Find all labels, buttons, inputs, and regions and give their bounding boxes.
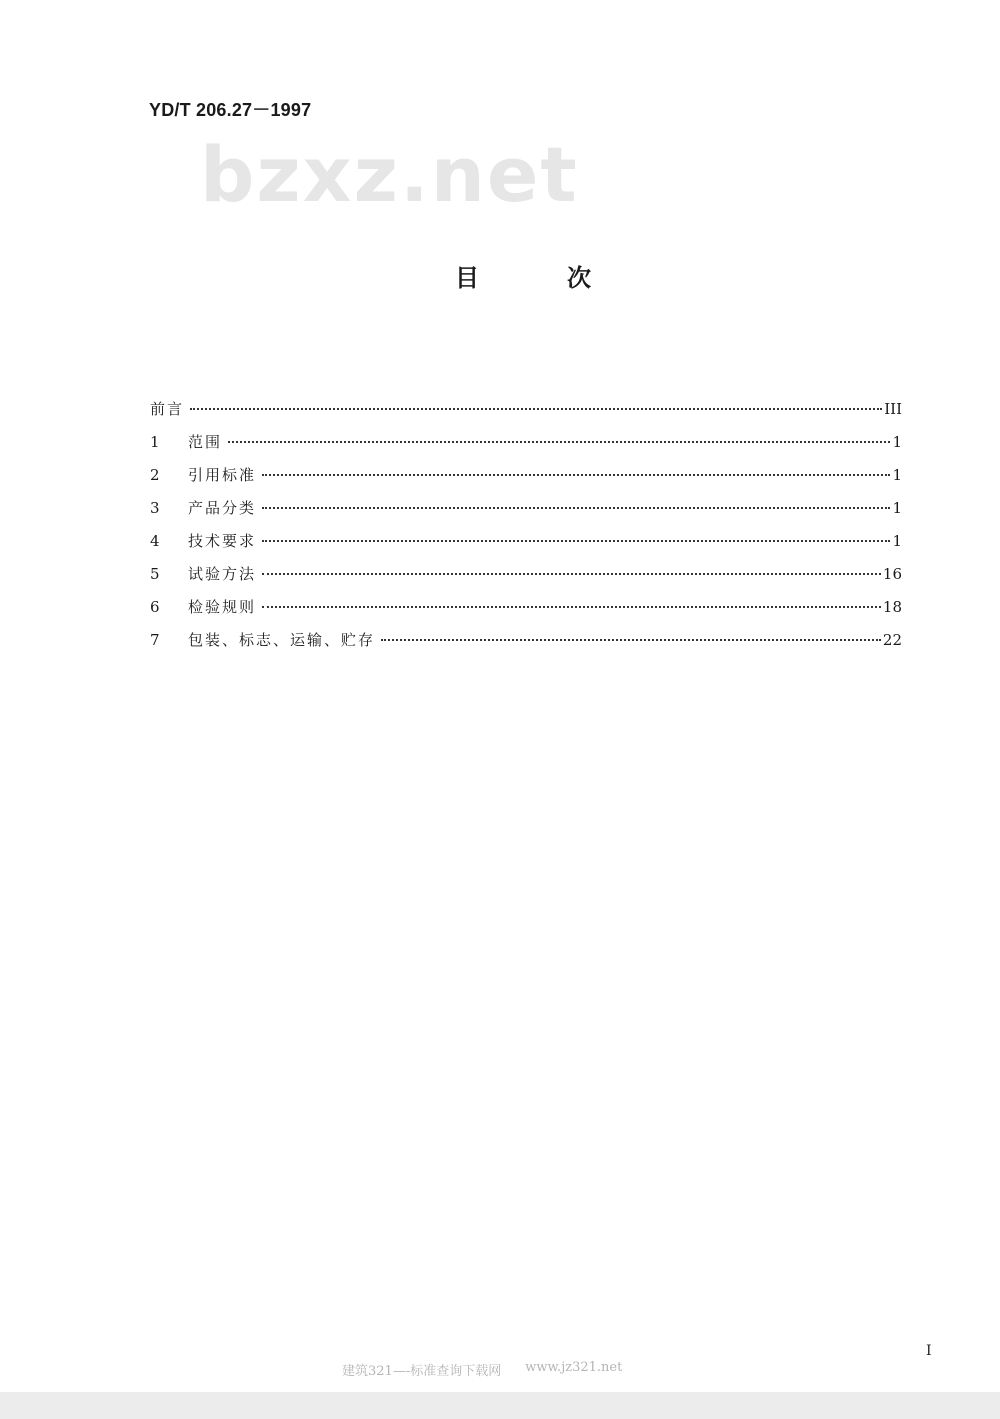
toc-entry-page: 16 (882, 565, 902, 583)
toc-entry-label: 试验方法 (188, 565, 257, 583)
toc-title-char-2: 次 (567, 264, 591, 292)
toc-entry-number: 5 (150, 565, 160, 583)
toc-entry-number: 3 (150, 499, 160, 517)
toc-entry-label: 前言 (150, 400, 185, 418)
footer-watermark (342, 1360, 622, 1379)
toc-entry-1[interactable] (150, 431, 902, 464)
toc-entry-number: 4 (150, 532, 160, 550)
toc-entry-preface[interactable] (150, 398, 902, 431)
toc-entry-7[interactable] (150, 629, 902, 662)
toc-leader-dots (228, 441, 890, 443)
toc-entry-label: 引用标准 (188, 466, 257, 484)
toc-entry-page: 1 (892, 433, 902, 451)
footer-site-text: 建筑321—-标准查询下载网 (342, 1364, 502, 1379)
bottom-scroll-bar (0, 1392, 1000, 1419)
toc-entry-number: 2 (150, 466, 160, 484)
toc-leader-dots (262, 507, 890, 509)
toc-entry-number: 6 (150, 598, 160, 616)
toc-entry-number: 7 (150, 631, 160, 649)
toc-leader-dots (262, 474, 890, 476)
toc-entry-page: 22 (882, 631, 902, 649)
page-number: I (926, 1343, 932, 1359)
toc-leader-dots (262, 606, 881, 608)
toc-entry-page: 18 (882, 598, 902, 616)
toc-leader-dots (381, 639, 881, 641)
toc-entry-4[interactable] (150, 530, 902, 563)
toc-entry-label: 范围 (188, 433, 223, 451)
toc-entry-5[interactable] (150, 563, 902, 596)
table-of-contents (150, 398, 902, 662)
toc-title-char-1: 目 (455, 264, 479, 292)
toc-leader-dots (262, 573, 881, 575)
footer-site-url[interactable]: www.jz321.net (525, 1360, 623, 1375)
toc-entry-label: 包装、标志、运输、贮存 (188, 631, 376, 649)
toc-entry-2[interactable] (150, 464, 902, 497)
toc-title (455, 258, 591, 293)
toc-entry-page: 1 (892, 466, 902, 484)
toc-entry-page: 1 (892, 499, 902, 517)
toc-entry-label: 检验规则 (188, 598, 257, 616)
toc-entry-label: 技术要求 (188, 532, 257, 550)
toc-entry-page: 1 (892, 532, 902, 550)
toc-leader-dots (190, 408, 882, 410)
toc-entry-number: 1 (150, 433, 160, 451)
toc-entry-6[interactable] (150, 596, 902, 629)
toc-entry-3[interactable] (150, 497, 902, 530)
watermark-text: bzxz.net (200, 130, 579, 219)
toc-leader-dots (262, 540, 890, 542)
toc-entry-page: III (884, 400, 902, 418)
toc-entry-label: 产品分类 (188, 499, 257, 517)
standard-code: YD/T 206.27－1997 (149, 100, 312, 120)
